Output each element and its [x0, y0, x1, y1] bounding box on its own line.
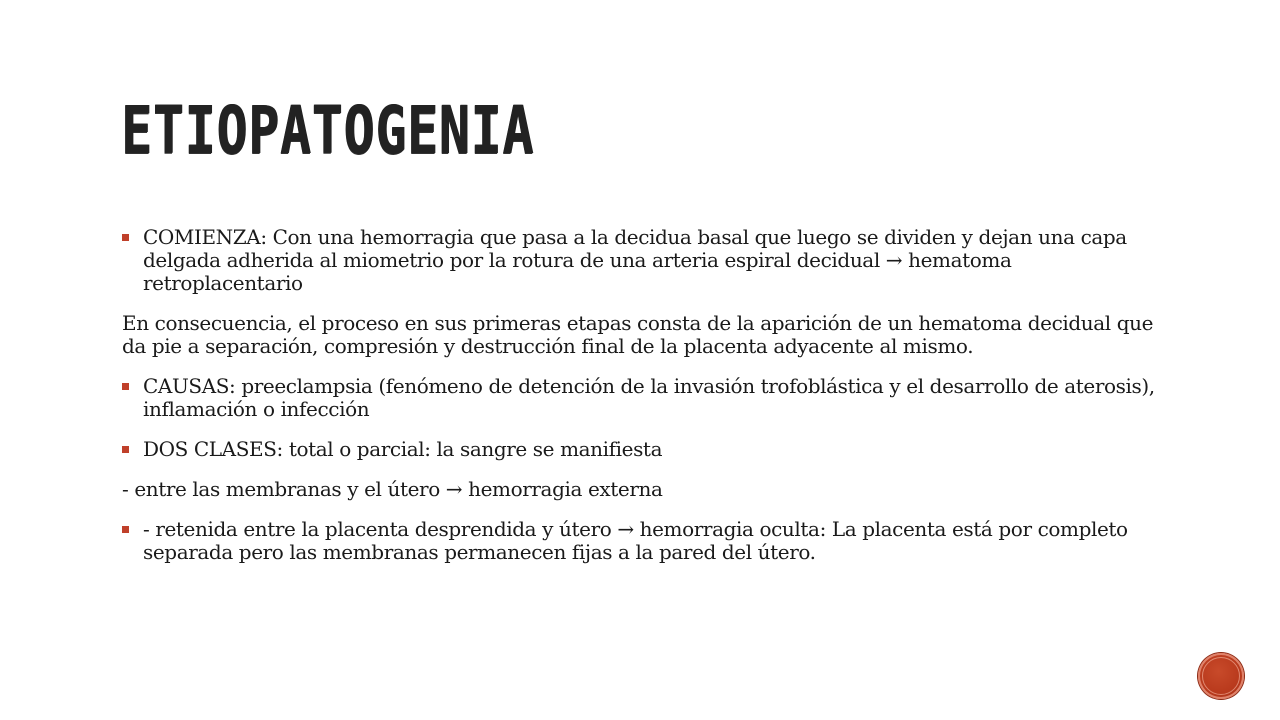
- bullet-paragraph-comienza: [122, 226, 1162, 295]
- slide-nav-button[interactable]: [1198, 653, 1244, 699]
- paragraph-text: - retenida entre la placenta desprendida y útero → hemorragia oculta: La placenta está por completo separada pero las membranas permanecen fijas a la pared del útero.: [143, 517, 1128, 564]
- slide-body: [122, 226, 1162, 564]
- paragraph-text: En consecuencia, el proceso en sus primeras etapas consta de la aparición de un hematoma decidual que da pie a separación, compresión y destrucción final de la placenta adyacente al mismo.: [122, 311, 1154, 358]
- square-bullet-icon: [122, 526, 129, 533]
- paragraph-hemorragia-externa: [122, 478, 1162, 501]
- square-bullet-icon: [122, 446, 129, 453]
- paragraph-consecuencia: [122, 312, 1162, 358]
- paragraph-text: - entre las membranas y el útero → hemorragia externa: [122, 477, 663, 501]
- nav-ring-icon: [1202, 657, 1240, 695]
- bullet-paragraph-causas: [122, 375, 1162, 421]
- paragraph-text: DOS CLASES: total o parcial: la sangre se manifiesta: [143, 437, 663, 461]
- slide-title: ETIOPATOGENIA: [121, 92, 535, 169]
- bullet-paragraph-dos-clases: [122, 438, 1162, 461]
- square-bullet-icon: [122, 383, 129, 390]
- paragraph-text: COMIENZA: Con una hemorragia que pasa a la decidua basal que luego se dividen y dejan una capa delgada adherida al miometrio por la rotura de una arteria espiral decidual → hematoma retroplacentario: [143, 225, 1127, 295]
- square-bullet-icon: [122, 234, 129, 241]
- paragraph-text: CAUSAS: preeclampsia (fenómeno de detención de la invasión trofoblástica y el desarrollo de aterosis), inflamación o infección: [143, 374, 1155, 421]
- bullet-paragraph-hemorragia-oculta: [122, 518, 1162, 564]
